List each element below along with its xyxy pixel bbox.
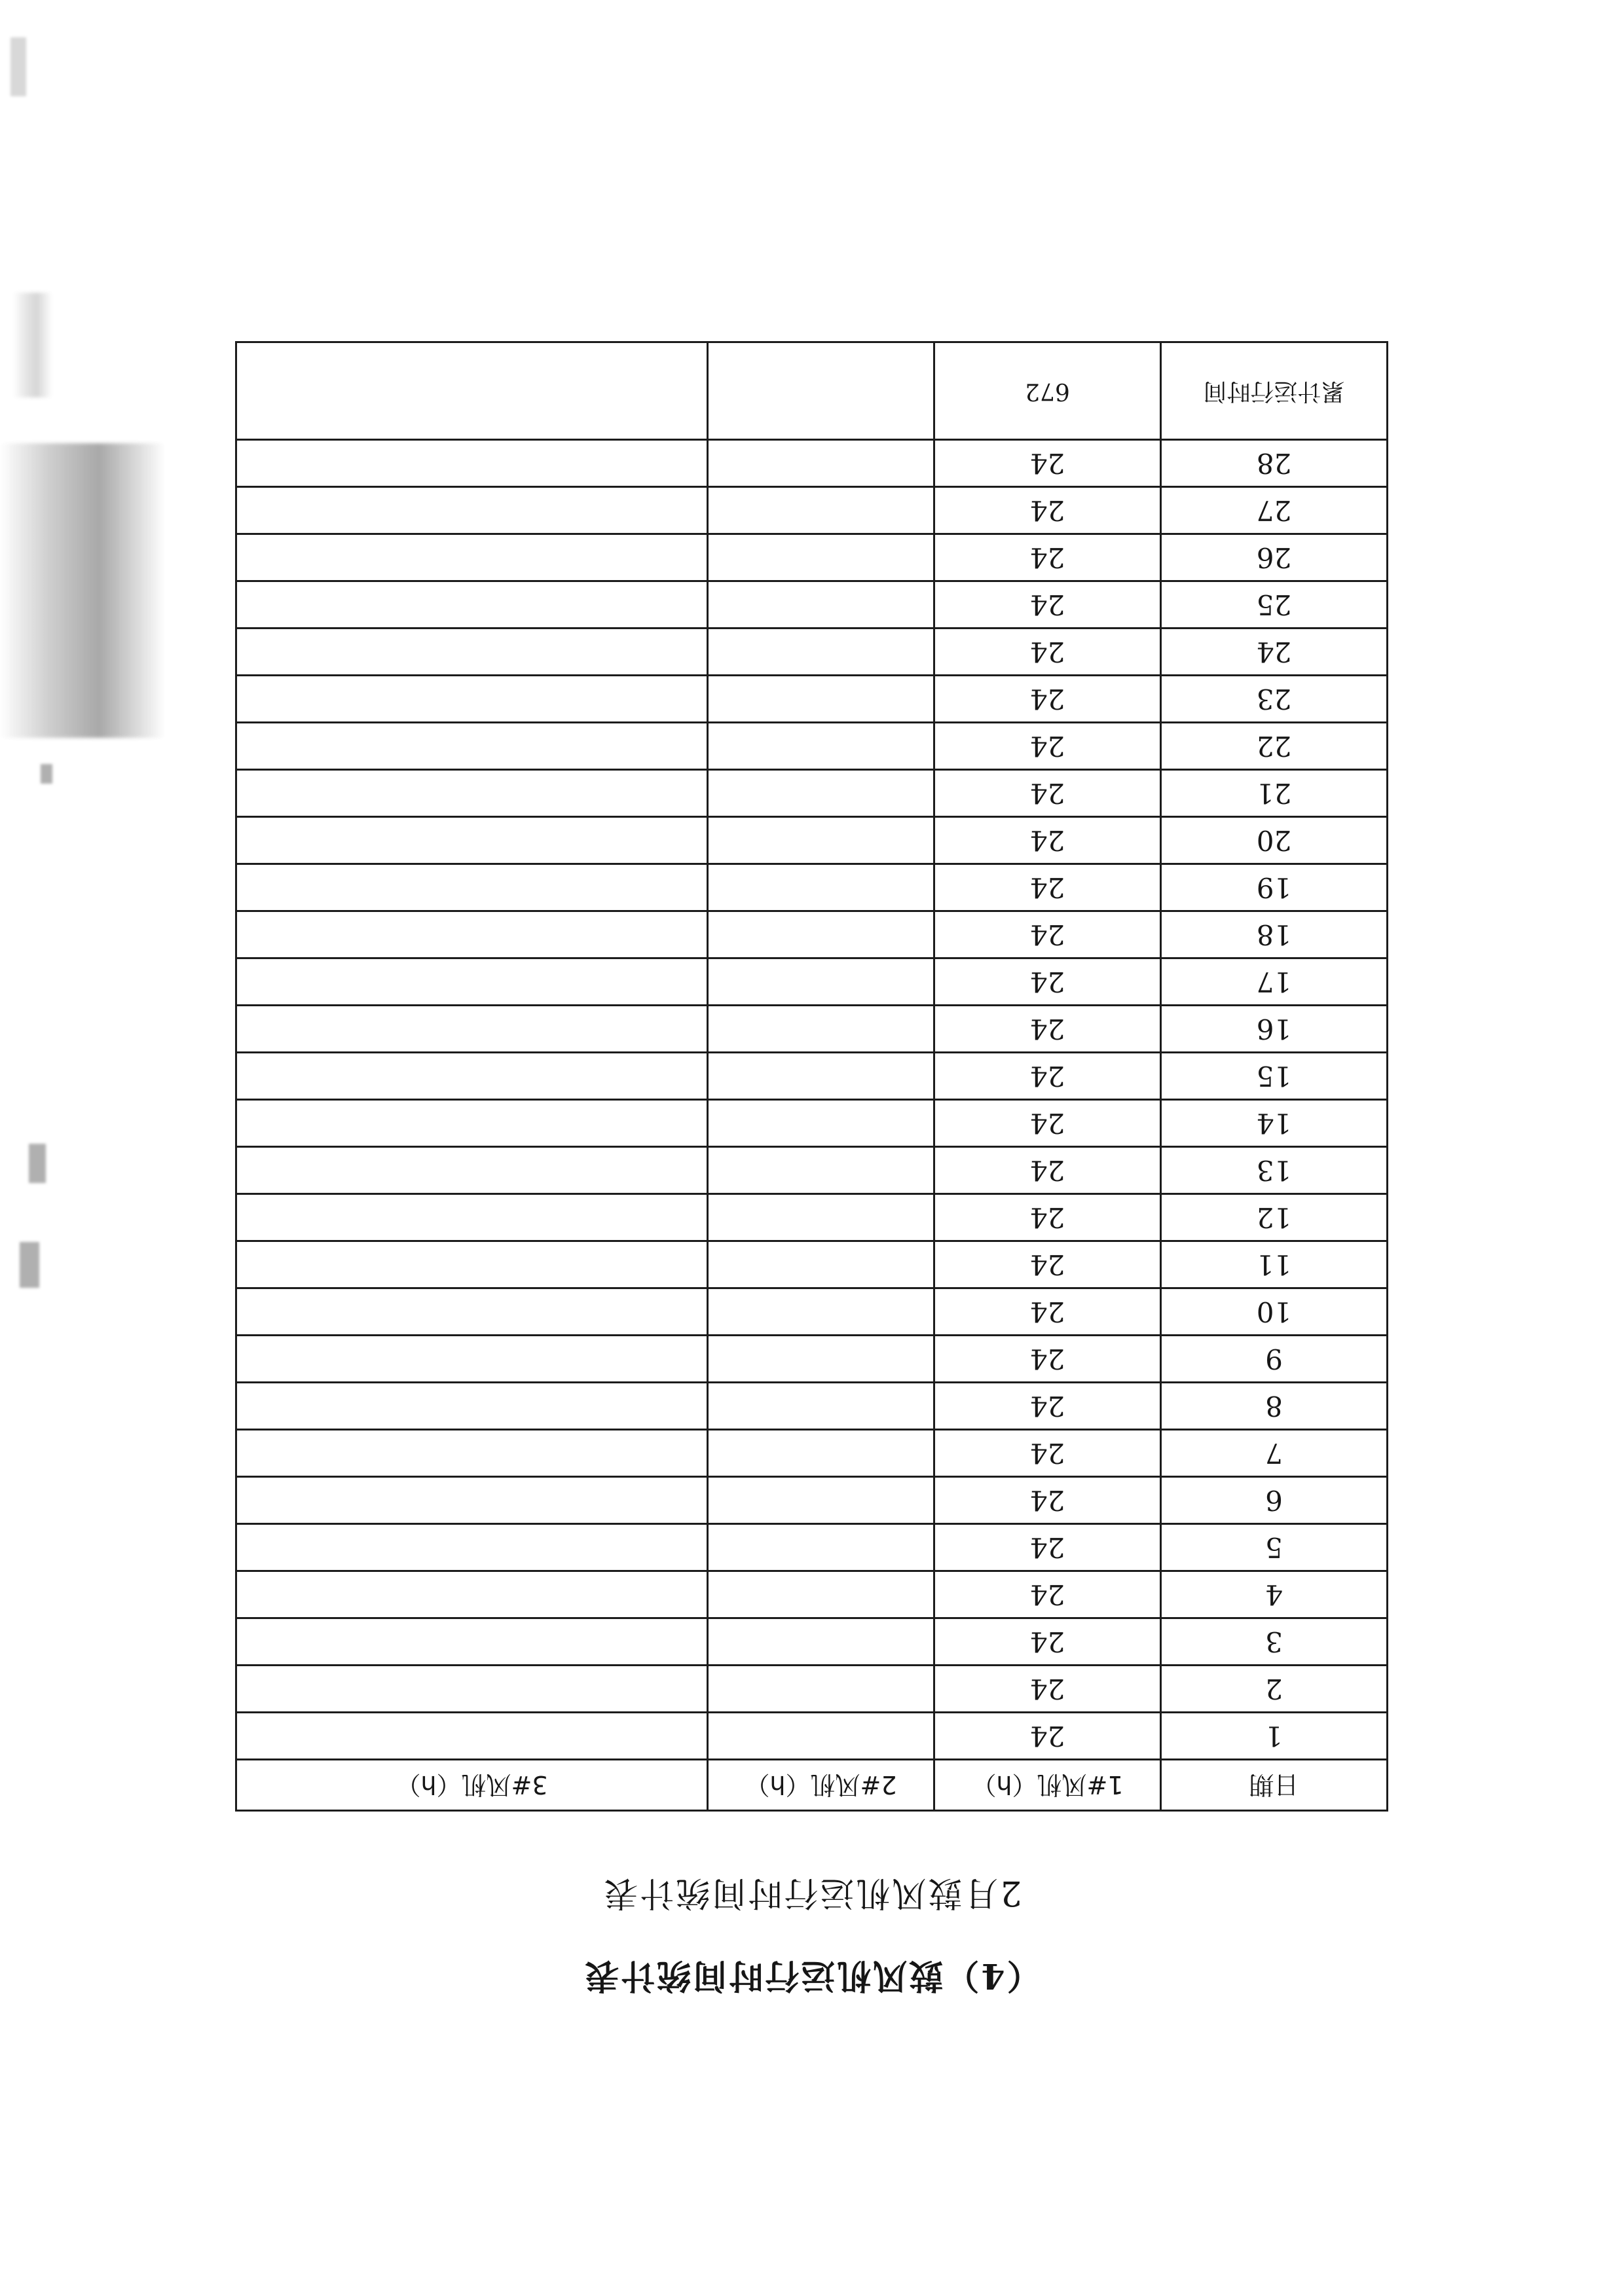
fan-1-hours-cell: 24	[934, 958, 1161, 1006]
date-cell: 20	[1161, 817, 1388, 864]
table-row	[236, 864, 1388, 911]
header-row	[236, 1760, 1388, 1811]
fan-3-hours-cell	[236, 676, 708, 723]
fan-1-hours-cell: 24	[934, 1100, 1161, 1147]
fan-3-hours-cell	[236, 1241, 708, 1288]
table-row	[236, 1477, 1388, 1524]
date-cell: 7	[1161, 1430, 1388, 1477]
fan-3-hours-cell	[236, 1713, 708, 1760]
fan-1-hours-cell: 24	[934, 1524, 1161, 1571]
date-cell: 4	[1161, 1571, 1388, 1618]
scan-speck	[41, 764, 52, 784]
date-cell: 2	[1161, 1666, 1388, 1713]
fan-1-hours-cell: 24	[934, 1147, 1161, 1194]
fan-1-hours-cell: 24	[934, 1006, 1161, 1053]
fan-1-hours-cell: 24	[934, 1571, 1161, 1618]
fan-2-hours-cell	[708, 770, 934, 817]
fan-1-hours-cell: 24	[934, 770, 1161, 817]
table-row	[236, 1100, 1388, 1147]
fan-3-hours-cell	[236, 911, 708, 958]
fan-2-hours-cell	[708, 676, 934, 723]
table-row	[236, 1713, 1388, 1760]
date-cell: 21	[1161, 770, 1388, 817]
fan-1-hours-cell: 24	[934, 817, 1161, 864]
table-row	[236, 1524, 1388, 1571]
fan-1-hours-cell: 24	[934, 1430, 1161, 1477]
table-row	[236, 1666, 1388, 1713]
fan-3-hours-cell	[236, 770, 708, 817]
runtime-table	[235, 341, 1388, 1812]
fan-3-hours-cell	[236, 581, 708, 629]
fan-2-hours-cell	[708, 1194, 934, 1241]
date-cell: 11	[1161, 1241, 1388, 1288]
fan-3-hours-cell	[236, 629, 708, 676]
date-cell: 10	[1161, 1288, 1388, 1336]
fan-1-hours-cell: 24	[934, 723, 1161, 770]
fan-3-hours-cell	[236, 1666, 708, 1713]
table-row	[236, 629, 1388, 676]
scan-edge-mark	[13, 293, 52, 397]
header-fan-2: 2#风机（h）	[708, 1760, 934, 1811]
table-row	[236, 1618, 1388, 1666]
date-cell: 12	[1161, 1194, 1388, 1241]
fan-1-hours-cell: 24	[934, 440, 1161, 487]
table-row	[236, 1006, 1388, 1053]
fan-2-hours-cell	[708, 1713, 934, 1760]
total-label-cell: 累计运行时间	[1161, 342, 1388, 440]
fan-3-hours-cell	[236, 1618, 708, 1666]
date-cell: 13	[1161, 1147, 1388, 1194]
fan-2-hours-cell	[708, 581, 934, 629]
fan-2-hours-cell	[708, 629, 934, 676]
fan-2-hours-cell	[708, 1241, 934, 1288]
fan-3-hours-cell	[236, 817, 708, 864]
table-row	[236, 911, 1388, 958]
table-row	[236, 440, 1388, 487]
fan-2-hours-cell	[708, 1618, 934, 1666]
fan-3-hours-cell	[236, 1524, 708, 1571]
fan-1-hours-cell: 24	[934, 676, 1161, 723]
table-row	[236, 1383, 1388, 1430]
fan-2-hours-cell	[708, 1477, 934, 1524]
fan-3-hours-cell	[236, 1571, 708, 1618]
table-row	[236, 1241, 1388, 1288]
fan-2-hours-cell	[708, 534, 934, 581]
fan-3-hours-cell	[236, 1288, 708, 1336]
fan-2-hours-cell	[708, 1571, 934, 1618]
date-cell: 22	[1161, 723, 1388, 770]
date-cell: 16	[1161, 1006, 1388, 1053]
fan-3-hours-cell	[236, 1147, 708, 1194]
date-cell: 17	[1161, 958, 1388, 1006]
fan-1-hours-cell: 24	[934, 534, 1161, 581]
date-cell: 27	[1161, 487, 1388, 534]
fan-2-hours-cell	[708, 1147, 934, 1194]
section-heading: （4）鼓风机运行时间统计表	[583, 1956, 1041, 1995]
table-row	[236, 958, 1388, 1006]
table-row	[236, 581, 1388, 629]
fan-1-hours-cell: 24	[934, 1477, 1161, 1524]
fan-2-hours-cell	[708, 1430, 934, 1477]
table-row	[236, 1288, 1388, 1336]
date-cell: 3	[1161, 1618, 1388, 1666]
fan-2-hours-cell	[708, 1053, 934, 1100]
scan-speck	[29, 1144, 46, 1183]
fan-2-hours-cell	[708, 1524, 934, 1571]
fan-3-hours-cell	[236, 1383, 708, 1430]
date-cell: 23	[1161, 676, 1388, 723]
scan-speck	[10, 37, 26, 96]
date-cell: 19	[1161, 864, 1388, 911]
fan-3-hours-cell	[236, 1336, 708, 1383]
fan-2-hours-cell	[708, 1336, 934, 1383]
header-fan-1: 1#风机（h）	[934, 1760, 1161, 1811]
fan-1-hours-cell: 24	[934, 1666, 1161, 1713]
runtime-table-body	[236, 342, 1388, 1811]
table-title: 2月鼓风机运行时间统计表	[602, 1873, 1022, 1912]
date-cell: 9	[1161, 1336, 1388, 1383]
table-row	[236, 487, 1388, 534]
header-fan-3: 3#风机（h）	[236, 1760, 708, 1811]
date-cell: 15	[1161, 1053, 1388, 1100]
fan-3-hours-cell	[236, 723, 708, 770]
date-cell: 18	[1161, 911, 1388, 958]
date-cell: 1	[1161, 1713, 1388, 1760]
fan-3-hours-cell	[236, 487, 708, 534]
fan-3-hours-cell	[236, 958, 708, 1006]
total-fan-2-cell	[708, 342, 934, 440]
fan-3-hours-cell	[236, 1100, 708, 1147]
table-row	[236, 1147, 1388, 1194]
date-cell: 14	[1161, 1100, 1388, 1147]
date-cell: 25	[1161, 581, 1388, 629]
fan-1-hours-cell: 24	[934, 1053, 1161, 1100]
table-row	[236, 770, 1388, 817]
fan-2-hours-cell	[708, 487, 934, 534]
date-cell: 5	[1161, 1524, 1388, 1571]
fan-2-hours-cell	[708, 1666, 934, 1713]
fan-3-hours-cell	[236, 864, 708, 911]
date-cell: 28	[1161, 440, 1388, 487]
table-row	[236, 1430, 1388, 1477]
fan-1-hours-cell: 24	[934, 1336, 1161, 1383]
table-row	[236, 723, 1388, 770]
fan-3-hours-cell	[236, 440, 708, 487]
fan-3-hours-cell	[236, 534, 708, 581]
total-fan-1-cell: 672	[934, 342, 1161, 440]
fan-3-hours-cell	[236, 1053, 708, 1100]
date-cell: 8	[1161, 1383, 1388, 1430]
scan-speck	[20, 1242, 39, 1288]
fan-1-hours-cell: 24	[934, 581, 1161, 629]
fan-1-hours-cell: 24	[934, 1288, 1161, 1336]
header-date: 日期	[1161, 1760, 1388, 1811]
table-row	[236, 1571, 1388, 1618]
table-row	[236, 534, 1388, 581]
table-row	[236, 676, 1388, 723]
date-cell: 6	[1161, 1477, 1388, 1524]
date-cell: 24	[1161, 629, 1388, 676]
table-row	[236, 817, 1388, 864]
date-cell: 26	[1161, 534, 1388, 581]
table-row	[236, 1194, 1388, 1241]
fan-2-hours-cell	[708, 440, 934, 487]
fan-2-hours-cell	[708, 1006, 934, 1053]
fan-1-hours-cell: 24	[934, 629, 1161, 676]
fan-3-hours-cell	[236, 1430, 708, 1477]
fan-2-hours-cell	[708, 723, 934, 770]
fan-1-hours-cell: 24	[934, 1713, 1161, 1760]
fan-3-hours-cell	[236, 1194, 708, 1241]
fan-1-hours-cell: 24	[934, 911, 1161, 958]
table-row	[236, 1336, 1388, 1383]
fan-2-hours-cell	[708, 911, 934, 958]
fan-1-hours-cell: 24	[934, 1194, 1161, 1241]
fan-2-hours-cell	[708, 1288, 934, 1336]
fan-2-hours-cell	[708, 1100, 934, 1147]
fan-1-hours-cell: 24	[934, 864, 1161, 911]
fan-1-hours-cell: 24	[934, 1383, 1161, 1430]
fan-2-hours-cell	[708, 864, 934, 911]
fan-2-hours-cell	[708, 958, 934, 1006]
fan-2-hours-cell	[708, 1383, 934, 1430]
fan-3-hours-cell	[236, 1477, 708, 1524]
fan-1-hours-cell: 24	[934, 1618, 1161, 1666]
fan-2-hours-cell	[708, 817, 934, 864]
fan-1-hours-cell: 24	[934, 487, 1161, 534]
table-row	[236, 1053, 1388, 1100]
total-fan-3-cell	[236, 342, 708, 440]
total-row	[236, 342, 1388, 440]
fan-1-hours-cell: 24	[934, 1241, 1161, 1288]
scan-edge-mark	[0, 443, 165, 738]
fan-3-hours-cell	[236, 1006, 708, 1053]
